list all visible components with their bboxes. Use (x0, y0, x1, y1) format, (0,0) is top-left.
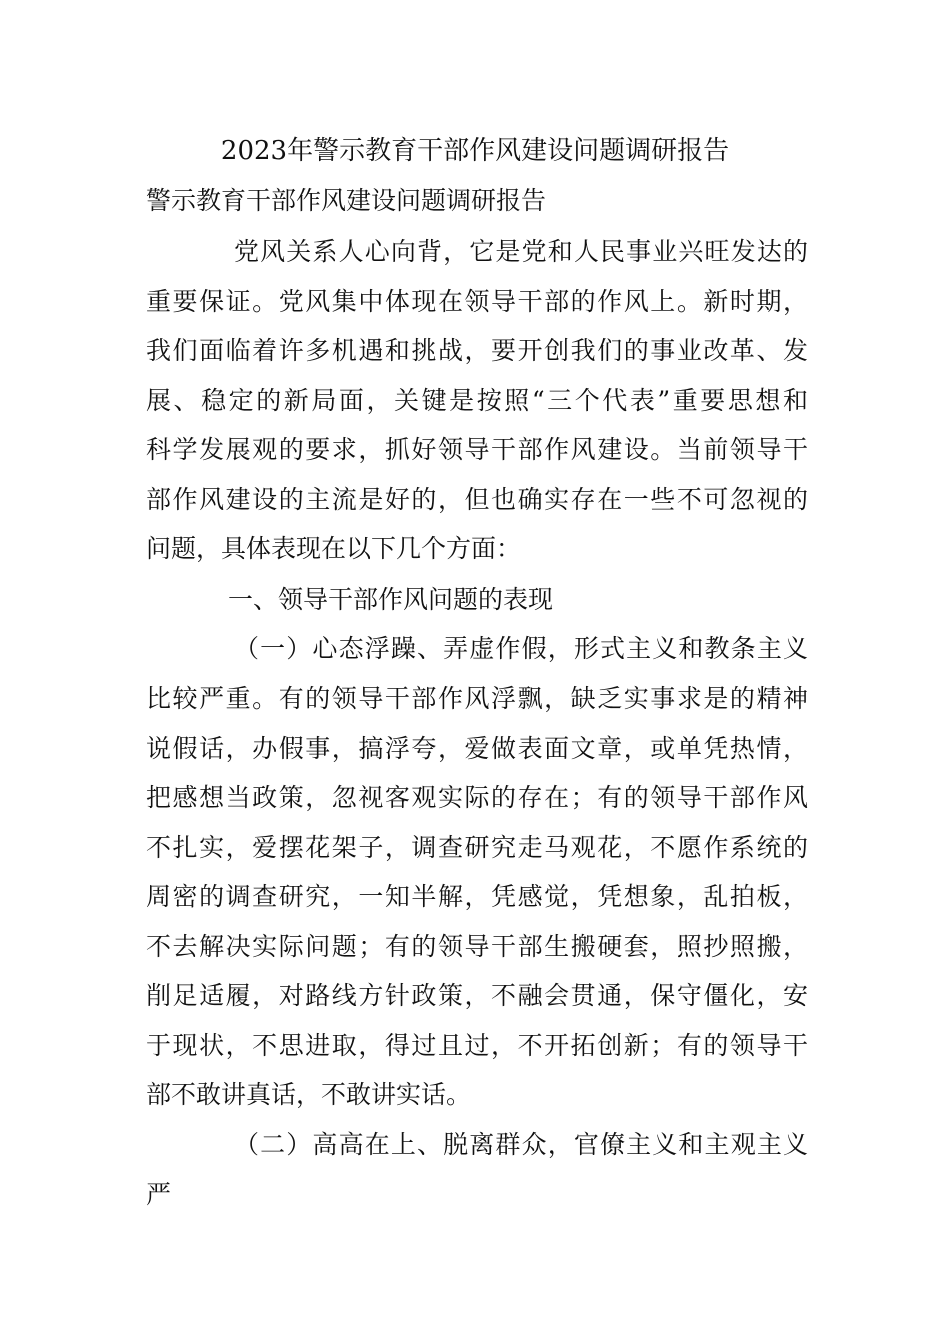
paragraph-2-line: 比较严重。有的领导干部作风浮飘，缺乏实事求是的精神 (146, 684, 808, 713)
paragraph-1-line: 重要保证。党风集中体现在领导干部的作风上。新时期， (146, 287, 808, 316)
document-subtitle: 警示教育干部作风建设问题调研报告 (146, 186, 547, 215)
document-title: 2023年警示教育干部作风建设问题调研报告 (220, 136, 730, 166)
paragraph-2-line: 削足适履，对路线方针政策，不融会贯通，保守僵化，安 (146, 981, 808, 1010)
paragraph-1-line: 我们面临着许多机遇和挑战，要开创我们的事业改革、发 (146, 336, 808, 365)
paragraph-1-line: 问题，具体表现在以下几个方面： (146, 534, 522, 563)
paragraph-2-line: 不去解决实际问题；有的领导干部生搬硬套，照抄照搬， (146, 932, 808, 961)
paragraph-1-line: 部作风建设的主流是好的，但也确实存在一些不可忽视的 (146, 485, 808, 514)
paragraph-1-line: 科学发展观的要求，抓好领导干部作风建设。当前领导干 (146, 435, 808, 464)
paragraph-2-line: 说假话，办假事，搞浮夸，爱做表面文章，或单凭热情， (146, 734, 808, 763)
paragraph-2-line: 周密的调查研究，一知半解，凭感觉，凭想象，乱拍板， (146, 882, 808, 911)
paragraph-2-line: 于现状，不思进取，得过且过，不开拓创新；有的领导干 (146, 1031, 808, 1060)
paragraph-1-line: 党风关系人心向背，它是党和人民事业兴旺发达的 (234, 237, 808, 266)
paragraph-1-line: 展、稳定的新局面，关键是按照“三个代表”重要思想和 (146, 386, 808, 415)
paragraph-3-line: 严 (146, 1180, 172, 1209)
paragraph-2-line: 把感想当政策，忽视客观实际的存在；有的领导干部作风 (146, 783, 808, 812)
paragraph-2-line: 部不敢讲真话，不敢讲实话。 (146, 1080, 472, 1109)
paragraph-2-line: （一）心态浮躁、弄虚作假，形式主义和教条主义 (234, 634, 808, 663)
paragraph-2-line: 不扎实，爱摆花架子，调查研究走马观花，不愿作系统的 (146, 833, 808, 862)
section-heading: 一、领导干部作风问题的表现 (228, 585, 554, 614)
paragraph-3-line: （二）高高在上、脱离群众，官僚主义和主观主义 (234, 1130, 808, 1159)
